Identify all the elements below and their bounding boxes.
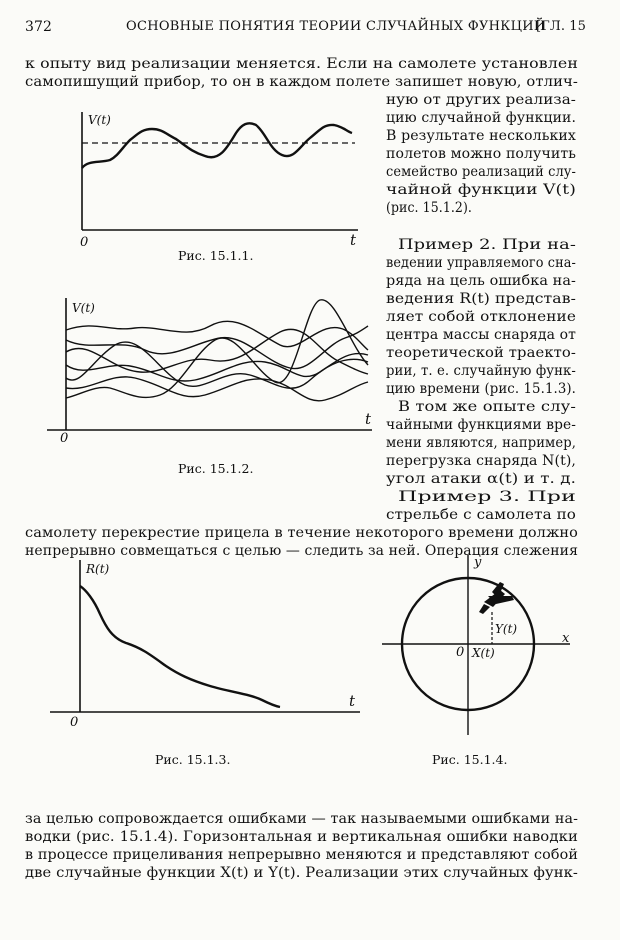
- fig1-caption: Рис. 15.1.1.: [178, 248, 254, 263]
- text-line: чайными функциями вре-: [386, 417, 576, 433]
- fig1-origin: 0: [80, 235, 89, 250]
- fig1-y-label: V(t): [88, 113, 111, 127]
- text-line: ведении управляемого сна-: [386, 255, 576, 271]
- text-line: стрельбе с самолета по: [386, 507, 576, 523]
- text-line: ляет собой отклонение: [386, 309, 576, 325]
- fig2-x-label: t: [365, 410, 372, 428]
- fig3-x-label: t: [349, 692, 356, 710]
- text-line: семейство реализаций слу-: [386, 164, 576, 180]
- text-line: В том же опыте слу-: [398, 399, 576, 415]
- text-line: за целью сопровождается ошибками — так называемыми ошибками на-: [25, 811, 578, 827]
- fig3-y-label: R(t): [86, 562, 110, 576]
- fig2-y-label: V(t): [72, 301, 95, 315]
- fig4-y-error-label: Y(t): [495, 622, 518, 636]
- text-line: угол атаки α(t) и т. д.: [386, 471, 576, 487]
- running-title: ОСНОВНЫЕ ПОНЯТИЯ ТЕОРИИ СЛУЧАЙНЫХ ФУНКЦИЙ: [126, 19, 546, 34]
- fig3-caption: Рис. 15.1.3.: [155, 752, 231, 767]
- fig4-x-label: x: [562, 631, 570, 646]
- text-line: в процессе прицеливания непрерывно меняются и представляют собой: [25, 847, 578, 863]
- text-line: непрерывно совмещаться с целью — следить за ней. Операция слежения: [25, 543, 578, 559]
- text-line: мени являются, например,: [386, 435, 576, 451]
- fig2-caption: Рис. 15.1.2.: [178, 461, 254, 476]
- fig2-origin: 0: [60, 431, 69, 446]
- text-line: рии, т. е. случайную функ-: [386, 363, 576, 379]
- text-line: В результате нескольких: [386, 128, 576, 144]
- text-line: чайной функции V(t): [386, 182, 576, 198]
- text-line: полетов можно получить: [386, 146, 576, 162]
- fig4-x-error-label: X(t): [472, 646, 495, 660]
- fig4-origin: 0: [456, 645, 465, 660]
- text-line: цию случайной функции.: [386, 110, 576, 126]
- page-number: 372: [25, 19, 53, 35]
- text-line: (рис. 15.1.2).: [386, 200, 472, 216]
- text-line: самопишущий прибор, то он в каждом полете запишет новую, отлич-: [25, 74, 578, 90]
- text-line: цию времени (рис. 15.1.3).: [386, 381, 576, 397]
- text-line: теоретической траекто-: [386, 345, 576, 361]
- text-line: две случайные функции X(t) и Y(t). Реализации этих случайных функ-: [25, 865, 578, 881]
- fig3-origin: 0: [70, 715, 79, 730]
- fig4-caption: Рис. 15.1.4.: [432, 752, 508, 767]
- chapter-label: [ГЛ. 15: [536, 19, 587, 34]
- text-line: ную от других реализа-: [386, 92, 576, 108]
- text-line: Пример 3. При: [398, 489, 576, 505]
- text-line: к опыту вид реализации меняется. Если на самолете установлен: [25, 56, 578, 72]
- text-line: ряда на цель ошибка на-: [386, 273, 576, 289]
- fig4-aircraft-icon: [479, 582, 514, 614]
- text-line: водки (рис. 15.1.4). Горизонтальная и вертикальная ошибки наводки: [25, 829, 578, 845]
- fig4-y-label: y: [474, 555, 482, 570]
- text-line: самолету перекрестие прицела в течение некоторого времени должно: [25, 525, 578, 541]
- text-line: ведения R(t) представ-: [386, 291, 576, 307]
- text-line: центра массы снаряда от: [386, 327, 576, 343]
- fig1-x-label: t: [350, 231, 357, 249]
- text-line: Пример 2. При на-: [398, 237, 576, 253]
- text-line: перегрузка снаряда N(t),: [386, 453, 576, 469]
